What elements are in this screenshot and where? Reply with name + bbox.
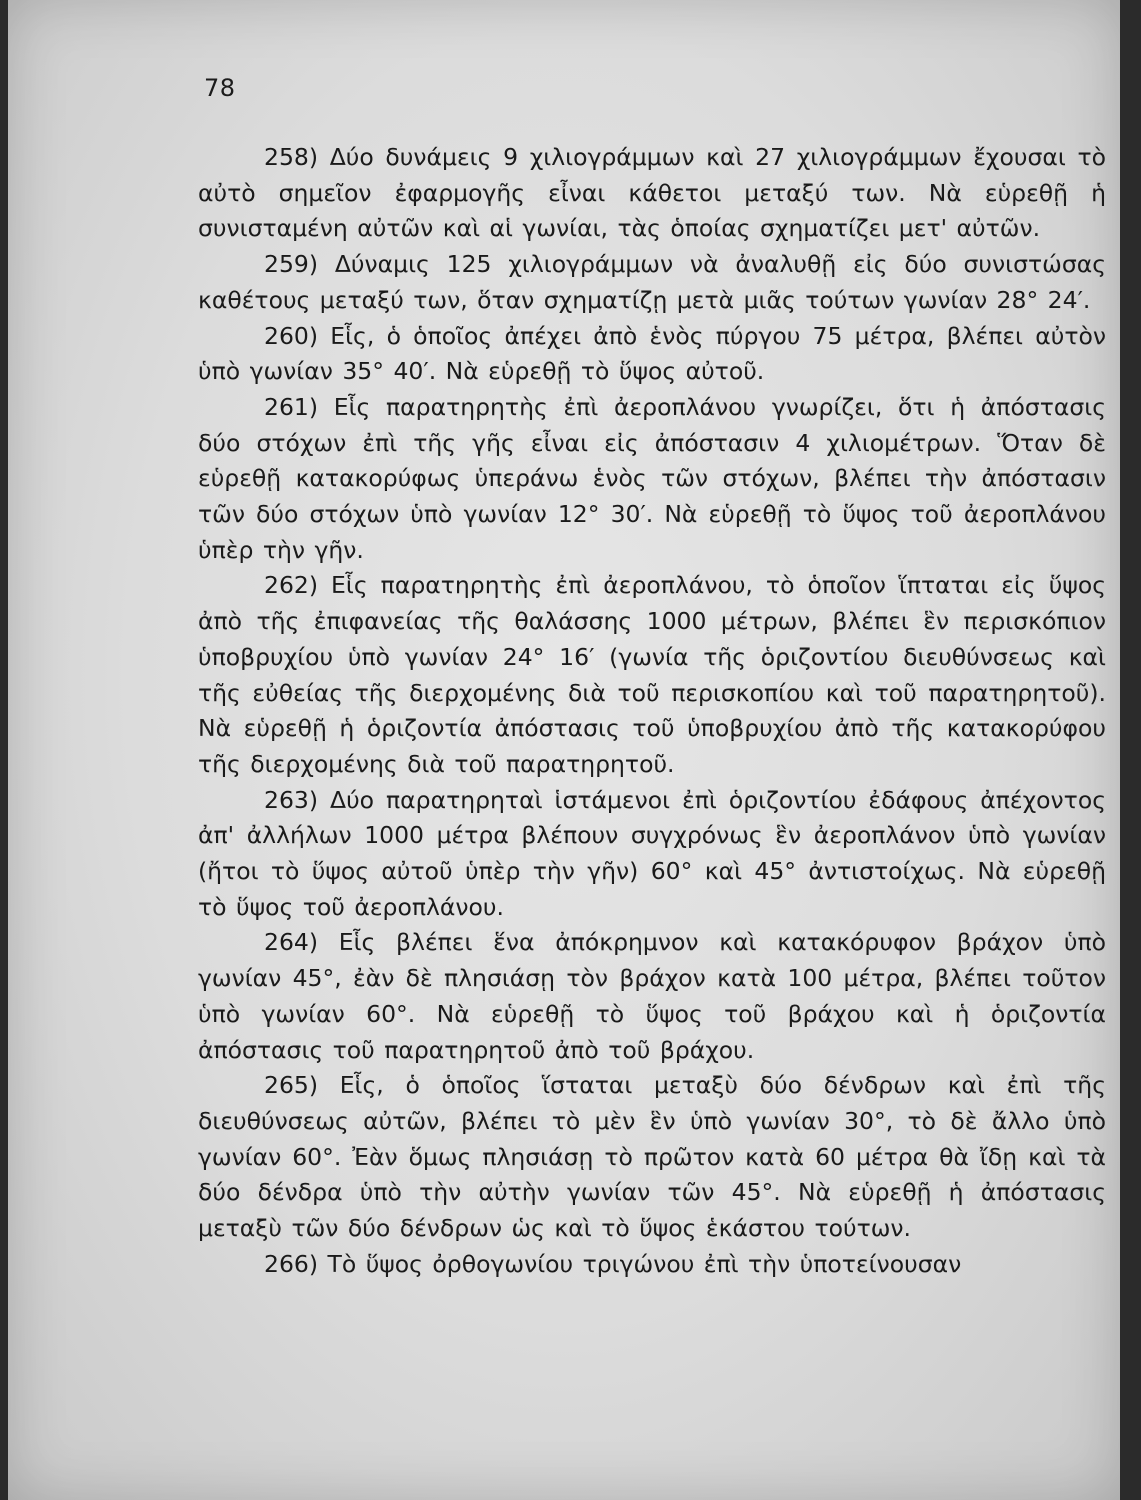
problem-266: 266) Τὸ ὕψος ὀρθογωνίου τριγώνου ἐπὶ τὴν ὑποτείνουσαν xyxy=(264,1249,962,1278)
problem-261: 261) Εἷς παρατηρητὴς ἐπὶ ἀεροπλάνου γνωρίζει, ὅτι ἡ ἀπόστασις δύο στόχων ἐπὶ τῆς γῆς εἶναι εἰς ἀπόστασιν 4 χιλιομέτρων. Ὅταν δὲ εὑρεθῇ κατακορύφως ὑπεράνω ἑνὸς τῶν στόχων, βλέπει τὴν ἀπόστασιν τῶν δύο στόχων ὑπὸ γωνίαν 12° 30′. Νὰ εὑρεθῇ τὸ ὕψος τοῦ ἀεροπλάνου ὑπὲρ τὴν γῆν. xyxy=(198,392,1106,564)
book-page xyxy=(8,0,1120,1500)
problem-258: 258) Δύο δυνάμεις 9 χιλιογράμμων καὶ 27 χιλιογράμμων ἔχουσαι τὸ αὐτὸ σημεῖον ἐφαρμογῆς εἶναι κάθετοι μεταξύ των. Νὰ εὑρεθῇ ἡ συνισταμένη αὐτῶν καὶ αἱ γωνίαι, τὰς ὁποίας σχηματίζει μετ' αὐτῶν. xyxy=(198,143,1106,243)
problem-263: 263) Δύο παρατηρηταὶ ἱστάμενοι ἐπὶ ὁριζοντίου ἐδάφους ἀπέχοντος ἀπ' ἀλλήλων 1000 μέτρα βλέπουν συγχρόνως ἓν ἀεροπλάνον ὑπὸ γωνίαν (ἤτοι τὸ ὕψος αὐτοῦ ὑπὲρ τὴν γῆν) 60° καὶ 45° ἀντιστοίχως. Νὰ εὑρεθῇ τὸ ὕψος τοῦ ἀεροπλάνου. xyxy=(198,785,1106,921)
problem-262: 262) Εἷς παρατηρητὴς ἐπὶ ἀεροπλάνου, τὸ ὁποῖον ἵπταται εἰς ὕψος ἀπὸ τῆς ἐπιφανείας τῆς θαλάσσης 1000 μέτρων, βλέπει ἓν περισκόπιον ὑποβρυχίου ὑπὸ γωνίαν 24° 16′ (γωνία τῆς ὁριζοντίου διευθύνσεως καὶ τῆς εὐθείας τῆς διερχομένης διὰ τοῦ περισκοπίου καὶ τοῦ παρατηρητοῦ). Νὰ εὑρεθῇ ἡ ὁριζοντία ἀπόστασις τοῦ ὑποβρυχίου ἀπὸ τῆς κατακορύφου τῆς διερχομένης διὰ τοῦ παρατηρητοῦ. xyxy=(198,571,1106,778)
problem-259: 259) Δύναμις 125 χιλιογράμμων νὰ ἀναλυθῇ εἰς δύο συνιστώσας καθέτους μεταξύ των, ὅταν σχηματίζῃ μετὰ μιᾶς τούτων γωνίαν 28° 24′. xyxy=(198,250,1106,314)
problem-265: 265) Εἷς, ὁ ὁποῖος ἵσταται μεταξὺ δύο δένδρων καὶ ἐπὶ τῆς διευθύνσεως αὐτῶν, βλέπει τὸ μὲν ἓν ὑπὸ γωνίαν 30°, τὸ δὲ ἄλλο ὑπὸ γωνίαν 60°. Ἐὰν ὅμως πλησιάσῃ τὸ πρῶτον κατὰ 60 μέτρα θὰ ἴδῃ καὶ τὰ δύο δένδρα ὑπὸ τὴν αὐτὴν γωνίαν τῶν 45°. Νὰ εὑρεθῇ ἡ ἀπόστασις μεταξὺ τῶν δύο δένδρων ὡς καὶ τὸ ὕψος ἑκάστου τούτων. xyxy=(198,1071,1106,1243)
problem-list xyxy=(198,140,1106,1283)
problem-264: 264) Εἷς βλέπει ἕνα ἀπόκρημνον καὶ κατακόρυφον βράχον ὑπὸ γωνίαν 45°, ἐὰν δὲ πλησιάσῃ τὸν βράχον κατὰ 100 μέτρα, βλέπει τοῦτον ὑπὸ γωνίαν 60°. Νὰ εὑρεθῇ τὸ ὕψος τοῦ βράχου καὶ ἡ ὁριζοντία ἀπόστασις τοῦ παρατηρητοῦ ἀπὸ τοῦ βράχου. xyxy=(198,928,1106,1064)
problem-260: 260) Εἷς, ὁ ὁποῖος ἀπέχει ἀπὸ ἑνὸς πύργου 75 μέτρα, βλέπει αὐτὸν ὑπὸ γωνίαν 35° 40′. Νὰ εὑρεθῇ τὸ ὕψος αὐτοῦ. xyxy=(198,321,1106,386)
page-number: 78 xyxy=(204,74,236,102)
